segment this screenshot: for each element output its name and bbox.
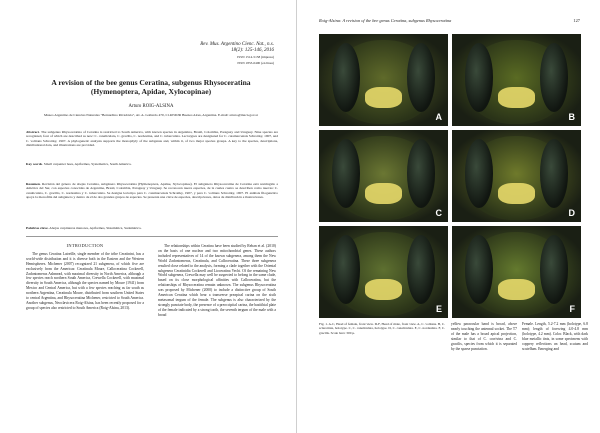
- clypeal-mark: [498, 279, 534, 299]
- page-number: 127: [573, 18, 580, 23]
- panel-label: C: [435, 208, 442, 218]
- figure-panel: [452, 34, 581, 126]
- figure-panel: [319, 226, 448, 318]
- abstract-text: The subgenus Rhysoceratina of Ceratina is restricted to South America, with known species in Argentina, Brazil, Colombia, Paraguay and Uruguay. Nine species are recognized, four of which are described as new: C. canaliculata, C. gracilis, C. nordestina, and C. tuberculata. Lectotypes are designated for C. catamarcensis Schrottky, 1907, and C. volitans Schrottky, 1907. A phylogenetic analysis supports the monophyly of the subgenus and, within it, of two major species groups. A key to the species, descriptions, distributional data, and illustrations are provided.: [26, 130, 278, 148]
- compound-eye: [540, 43, 568, 112]
- figure-panel: [452, 226, 581, 318]
- left-page: [0, 0, 297, 433]
- author-affiliation: Museo Argentino de Ciencias Naturales "Bernardino Rivadavia", Av. A. Gallardo 470, C1405DJR Buenos Aires, Argentina. E-mail: arturo@macn.gov.ar: [43, 113, 259, 117]
- clypeal-mark: [365, 87, 401, 107]
- right-page: [297, 0, 600, 433]
- panel-label: D: [568, 208, 575, 218]
- journal-info: [154, 42, 274, 66]
- running-header: [297, 18, 600, 26]
- panel-label: B: [568, 112, 575, 122]
- issn-online: ISSN 1853-0400 (en línea): [237, 61, 274, 65]
- keywords-text: Small carpenter bees, Apiformes, Systematics, South America.: [43, 162, 132, 166]
- clypeal-mark: [365, 183, 401, 203]
- keywords: Key words. Small carpenter bees, Apiformes, Systematics, South America.: [26, 162, 132, 166]
- resumen-label: Resumen: [26, 182, 40, 186]
- panel-label: F: [569, 304, 575, 314]
- palabras-label: Palabras clave: [26, 226, 48, 230]
- figure-panel: [319, 34, 448, 126]
- keywords-label: Key words: [26, 162, 43, 166]
- journal-name: Rev. Mus. Argentino Cienc. Nat., n.s.: [200, 42, 274, 47]
- intro-column-2: [158, 244, 276, 318]
- abstract: Abstract. The subgenus Rhysoceratina of Ceratina is restricted to South America, with known species in Argentina, Brazil, Colombia, Paraguay and Uruguay. Nine species are recognized, four of which are described as new: C. canaliculata, C. gracilis, C. nordestina, and C. tuberculata. Lectotypes are designated for C. catamarcensis Schrottky, 1907, and C. volitans Schrottky, 1907. A phylogenetic analysis supports the monophyly of the subgenus and, within it, of two major species groups. A key to the species, descriptions, distributional data, and illustrations are provided.: [26, 130, 278, 148]
- article-title: A revision of the bee genus Ceratina, subgenus Rhysoceratina (Hymenoptera, Apidae, Xylocopinae): [51, 78, 251, 96]
- palabras-text: Abejas carpinteras menores, Apiformes, Sistemática, Sudamérica.: [49, 226, 142, 230]
- resumen-text: Revisión del género de abejas Ceratina, subgénero Rhysoceratina (Hymenoptera, Apidae, Xylocopinae). El subgénero Rhysoceratina de Ceratina está restringido a América del Sur, con especies conocidas de Argentina, Brasil, Colombia, Paraguay y Uruguay. Se reconocen nueve especies, de la cuales cuatro se describen como nuevas: C. canaliculata, C. gracilis, C. nordestina y C. tuberculata. Se designa lectotipo para C. catamarcensis Schrottky, 1907, y para C. volitans Schrottky, 1907. El análisis filogenético apoya la monofilia del subgénero y dentro de él de dos grandes grupos de especies. Se presenta una clave de especies, descripciones, datos de distribución e ilustraciones.: [26, 182, 279, 200]
- compound-eye: [407, 235, 435, 304]
- intro-paragraph-1: The genus Ceratina Latreille, single member of the tribe Ceratinini, has a world-wide distribution and it is diverse both in the Eastern and the Western Hemispheres. Michener (2007) recognized 21 subgenera, of which five are exclusively from the Americas: Ceratinula Moure, Calloceratina Cockerell, Zadontomerus Ashmead, with maximal diversity in North America, although a few species reach northern South America, Crewella Cockerell, with maximal diversity in South America, although the species named by Moure (1941) from Mexico and Central America, but with a few species reaching as far south as northern Argentina, Ceratinula Moure, distributed from southern United States to central Argentina, and Rhysoceratina Michener, restricted to South America. Another subgenus, Neoclavicera Roig-Alsina, has been recently proposed for a group of species also restricted to South America (Roig-Alsina, 2013).: [26, 251, 144, 310]
- figure-plate: [319, 34, 581, 318]
- figure-panel: [319, 130, 448, 222]
- compound-eye: [407, 139, 435, 208]
- abstract-label: Abstract: [26, 130, 40, 134]
- right-column-1: yellow paraocular band is broad, above nearly touching the antennal socket. The T7 of the male has a broad apical projection, similar to that of C. corrivina and C. gracilis, species from which it is separated by the sparse punctation.: [451, 322, 517, 351]
- section-divider: [26, 236, 278, 237]
- clypeal-mark: [498, 183, 534, 203]
- figure-panel: [452, 130, 581, 222]
- panel-label: E: [435, 304, 442, 314]
- palabras-clave: Palabras clave. Abejas carpinteras menores, Apiformes, Sistemática, Sudamérica.: [26, 226, 142, 230]
- article-author: Arturo ROIG-ALSINA: [128, 104, 174, 109]
- clypeal-mark: [498, 87, 534, 107]
- journal-volume: 18(2): 125-146, 2016: [231, 48, 274, 53]
- intro-paragraph-2: The relationships within Ceratina have been studied by Rehan et al. (2010) on the basis of one nuclear and two mitochondrial genes. These authors included representatives of 14 of the known subgenera, among them the New World Zadontomerus, Ceratinula, and Calloceratina. These three subgenera resulted close related to the analysis, forming a clade together with the Oriental subgenera Ceratinidia Cockerell and Lioceratina Vecht. Of the remaining New World subgenera, Crewella may well be suspected to belong in the same clade, based on its close morphological affinities with Calloceratina, but the relationships of Rhysoceratina remain unknown. The subgenus Rhysoceratina was proposed by Michener (2000) to include a distinctive group of South American Ceratina which bear a transverse preapical carina on the sixth metasomal tergum of the female. The subgenus is also characterized by the strongly punctate body, the presence of a preoccipital carina, the basitibial plate of the female indicated by a strong tooth, the seventh tergum of the male with a broad: [158, 244, 276, 317]
- compound-eye: [540, 235, 568, 304]
- resumen: Resumen. Revisión del género de abejas Ceratina, subgénero Rhysoceratina (Hymenoptera, Apidae, Xylocopinae). El subgénero Rhysoceratina de Ceratina está restringido a América del Sur, con especies conocidas de Argentina, Brasil, Colombia, Paraguay y Uruguay. Se reconocen nueve especies, de la cuales cuatro se describen como nuevas: C. canaliculata, C. gracilis, C. nordestina y C. tuberculata. Se designa lectotipo para C. catamarcensis Schrottky, 1907, y para C. volitans Schrottky, 1907. El análisis filogenético apoya la monofilia del subgénero y dentro de él de dos grandes grupos de especies. Se presenta una clave de especies, descripciones, datos de distribución e ilustraciones.: [26, 182, 279, 200]
- compound-eye: [407, 43, 435, 112]
- intro-column-1: [26, 244, 144, 311]
- panel-label: A: [435, 112, 442, 122]
- issn-print: ISSN 1514-5158 (impresa): [237, 55, 274, 59]
- running-title: Roig-Alsina: A revision of the bee genus Ceratina, subgenus Rhysoceratina: [319, 18, 452, 23]
- figure-caption: Fig. 1. A-C, Head of female, front view. D-F, Head of male, front view. A, C. volitans. B, C. sclerotinia, holotype. C, C. canaliculata, holotype. D, C. canaliculata. E, C. nordestina. F, C. gracilis. Scale bars: 300 µ.: [319, 322, 445, 335]
- clypeal-mark: [365, 279, 401, 299]
- compound-eye: [540, 139, 568, 208]
- right-column-2: Female. Length, 5.2-7.2 mm (holotype, 6.8 mm); length of forewing 4.0-4.8 mm (holotype, 4.2 mm). Color. Black, with dark blue metallic tints, in some specimens with coppery reflections on head, scutum and scutellum. Emerging and: [522, 322, 588, 351]
- intro-heading: INTRODUCTION: [66, 243, 104, 248]
